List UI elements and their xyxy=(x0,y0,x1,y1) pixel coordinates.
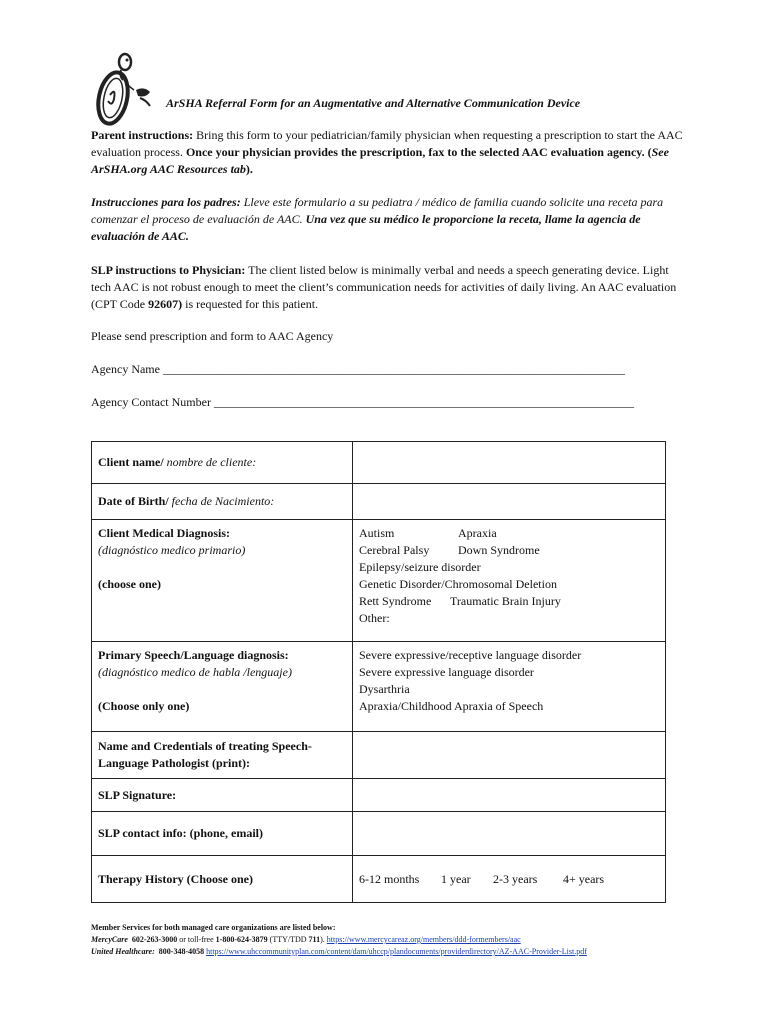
speech-diagnosis-label: Primary Speech/Language diagnosis: (diagnóstico medico de habla /lenguaje) (Choose only one) xyxy=(92,642,353,732)
option-receptive[interactable]: Severe expressive/receptive language disorder xyxy=(359,648,582,662)
slp-instructions-text1: The client listed below is minimally verbal and needs a speech generating device. Light tech AAC is not robust enough to meet the client’s communication needs for activities of daily living. An AAC evaluation (CPT Code xyxy=(91,263,677,311)
option-epilepsy[interactable]: Epilepsy/seizure disorder xyxy=(359,560,481,574)
uhc-link[interactable]: https://www.uhccommunityplan.com/content/dam/uhccp/plandocuments/providerdirectory/AZ-AAC-Provider-List.pdf xyxy=(206,947,587,956)
footer xyxy=(91,922,587,958)
option-autism[interactable]: Autism xyxy=(359,526,395,540)
option-down-syndrome[interactable]: Down Syndrome xyxy=(458,543,540,557)
option-tbi[interactable]: Traumatic Brain Injury xyxy=(450,594,561,608)
table-row xyxy=(92,812,666,856)
option-2-3-years[interactable]: 2-3 years xyxy=(493,871,538,886)
spanish-instructions-bold: Una vez que su médico le proporcione la receta, llame la agencia de evaluación de AAC. xyxy=(91,212,641,243)
uhc-line: United Healthcare: 800-348-4058 https://www.uhccommunityplan.com/content/dam/uhccp/plandocuments/providerdirectory/AZ-AAC-Provider-List.pdf xyxy=(91,947,587,956)
medical-diagnosis-label: Client Medical Diagnosis: (diagnóstico medico primario) (choose one) xyxy=(92,520,353,642)
mercycare-line: MercyCare 602-263-3000 or toll-free 1-800-624-3879 (TTY/TDD 711). https://www.mercycareaz.org/members/ddd-formembers/aac xyxy=(91,935,521,944)
parent-instructions-text: Bring this form to your pediatrician/family physician when requesting a prescription to start the AAC evaluation process. xyxy=(91,128,683,159)
table-row xyxy=(92,442,666,484)
therapy-history-label: Therapy History (Choose one) xyxy=(92,856,353,903)
spanish-instructions-text: Lleve este formulario a su pediatra / médico de familia cuando solicite una receta para comenzar el proceso de evaluación de AAC. xyxy=(91,195,664,226)
client-name-input[interactable] xyxy=(353,442,666,484)
option-4-plus-years[interactable]: 4+ years xyxy=(563,871,605,886)
option-cerebral-palsy[interactable]: Cerebral Palsy xyxy=(359,543,430,557)
spanish-instructions-label: Instrucciones para los padres: xyxy=(91,195,241,209)
medical-diagnosis-options xyxy=(353,520,666,642)
slp-instructions-text2: is requested for this patient. xyxy=(182,297,319,311)
option-rett[interactable]: Rett Syndrome xyxy=(359,594,432,608)
slp-instructions xyxy=(91,262,691,313)
option-genetic[interactable]: Genetic Disorder/Chromosomal Deletion xyxy=(359,577,557,591)
slp-signature-label: SLP Signature: xyxy=(92,779,353,812)
parent-instructions-label: Parent instructions: xyxy=(91,128,194,142)
option-apraxia-speech[interactable]: Apraxia/Childhood Apraxia of Speech xyxy=(359,699,544,713)
table-row xyxy=(92,732,666,779)
cpt-code: 92607) xyxy=(148,297,183,311)
send-instruction: Please send prescription and form to AAC Agency xyxy=(91,329,334,343)
agency-name-field[interactable]: Agency Name _____________________________________________________________________________ xyxy=(91,362,625,376)
slp-contact-input[interactable] xyxy=(353,812,666,856)
parent-instructions-close: ). xyxy=(245,162,253,176)
spanish-instructions xyxy=(91,194,691,245)
option-other[interactable]: Other: xyxy=(359,611,390,625)
dob-input[interactable] xyxy=(353,484,666,520)
table-row xyxy=(92,779,666,812)
therapy-history-options xyxy=(353,856,666,903)
slp-contact-label: SLP contact info: (phone, email) xyxy=(92,812,353,856)
dob-label: Date of Birth/ fecha de Nacimiento: xyxy=(92,484,353,520)
speech-diagnosis-options xyxy=(353,642,666,732)
mercycare-link[interactable]: https://www.mercycareaz.org/members/ddd-formembers/aac xyxy=(326,935,521,944)
client-name-label: Client name/ nombre de cliente: xyxy=(92,442,353,484)
table-row xyxy=(92,484,666,520)
parent-instructions-resources: See ArSHA.org AAC Resources tab xyxy=(91,145,669,176)
parent-instructions xyxy=(91,127,691,178)
slp-name-input[interactable] xyxy=(353,732,666,779)
option-apraxia[interactable]: Apraxia xyxy=(458,526,497,540)
option-1-year[interactable]: 1 year xyxy=(441,871,471,886)
option-expressive[interactable]: Severe expressive language disorder xyxy=(359,665,534,679)
client-info-table xyxy=(91,441,666,903)
parent-instructions-bold: Once your physician provides the prescription, fax to the selected AAC evaluation agency. ( xyxy=(185,145,652,159)
arsha-logo xyxy=(88,50,158,130)
option-dysarthria[interactable]: Dysarthria xyxy=(359,682,410,696)
slp-instructions-label: SLP instructions to Physician: xyxy=(91,263,246,277)
slp-name-label: Name and Credentials of treating Speech-Language Pathologist (print): xyxy=(92,732,353,779)
table-row xyxy=(92,520,666,642)
form-title: ArSHA Referral Form for an Augmentative and Alternative Communication Device xyxy=(166,96,581,110)
footer-heading: Member Services for both managed care organizations are listed below: xyxy=(91,923,336,932)
table-row xyxy=(92,642,666,732)
table-row xyxy=(92,856,666,903)
slp-signature-input[interactable] xyxy=(353,779,666,812)
option-6-12-months[interactable]: 6-12 months xyxy=(359,871,420,886)
agency-contact-field[interactable]: Agency Contact Number ______________________________________________________________________ xyxy=(91,395,634,409)
